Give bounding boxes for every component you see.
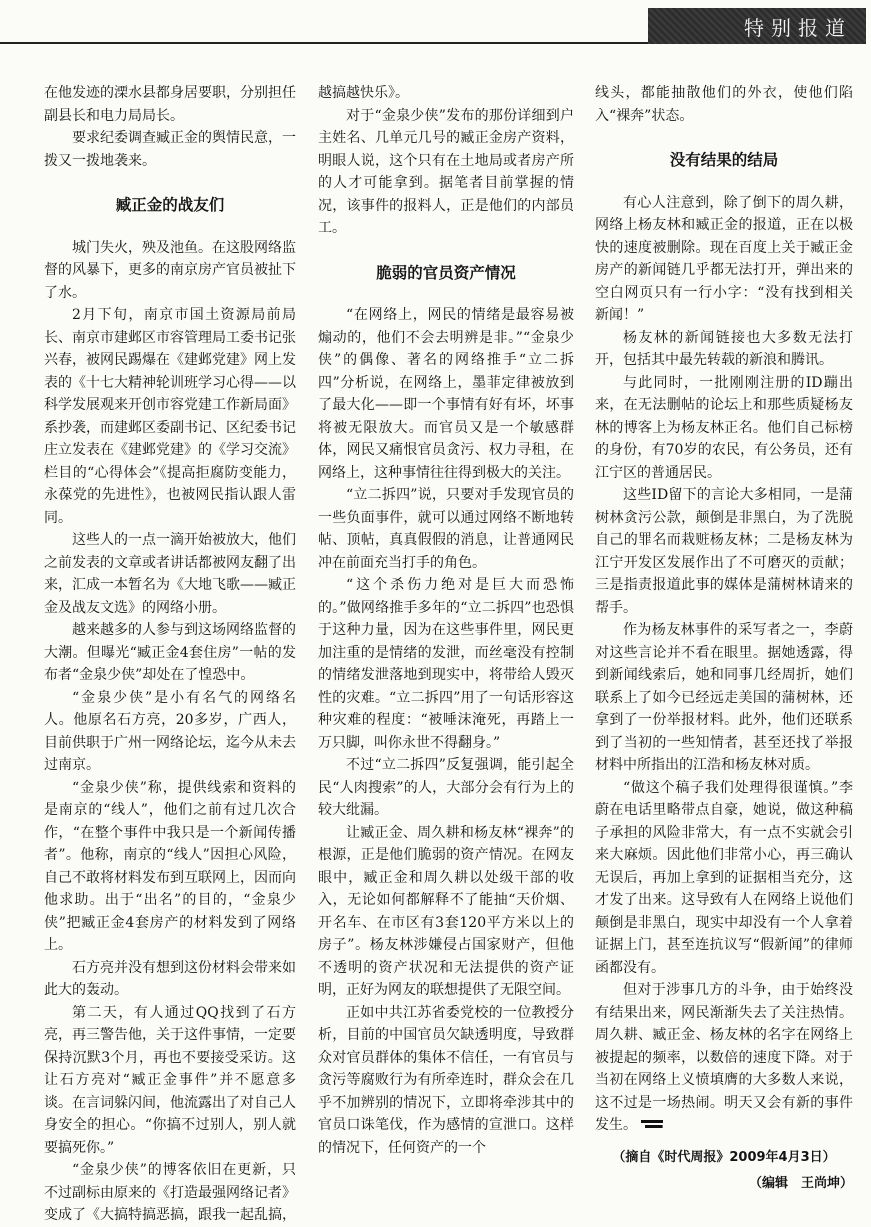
paragraph xyxy=(318,82,574,105)
paragraph xyxy=(318,105,574,240)
text: （摘自《时代周报》2009年4月3日） xyxy=(612,1149,836,1165)
text: 与此同时，一批刚刚注册的ID蹦出来，在无法删帖的论坛上和那些质疑杨友林的博客上为杨友林正名。他们自己标榜的身份，有70岁的农民，有公务员，还有江宁区的普通居民。 xyxy=(595,374,853,481)
text: 这些ID留下的言论大多相同，一是蒲树林贪污公款，颠倒是非黑白，为了洗脱自己的罪名而栽赃杨友林；二是杨友林为江宁开发区发展作出了不可磨灭的贡献；三是指责报道此事的媒体是蒲树林请来的帮手。 xyxy=(595,487,853,616)
text: “金泉少侠”称，提供线索和资料的是南京的“线人”，他们之前有过几次合作，“在整个事件中我只是一个新闻传播者”。他称，南京的“线人”因担心风险，自己不敢将材料发布到互联网上，因而向他求助。出于“出名”的目的，“金泉少侠”把臧正金4套房产的材料发到了网络上。 xyxy=(44,779,296,953)
paragraph xyxy=(44,127,296,172)
paragraph xyxy=(44,957,296,1002)
paragraph xyxy=(595,82,853,127)
top-rule xyxy=(0,42,648,44)
article-column-3 xyxy=(595,82,853,1196)
text: “做这个稿子我们处理得很谨慎。”李蔚在电话里略带点自豪，她说，做这种稿子承担的风险非常大，有一点不实就会引来大麻烦。因此他们非常小心，再三确认无误后，再加上拿到的证据相当充分，这才发了出来。这导致有人在网络上说他们颠倒是非黑白，现实中却没有一个人拿着证据上门，甚至连抗议写“假新闻”的律师函都没有。 xyxy=(595,779,853,976)
paragraph xyxy=(318,484,574,574)
text: 作为杨友林事件的采写者之一，李蔚对这些言论并不看在眼里。据她透露，得到新闻线索后，她和同事几经周折，她们联系上了如今已经远走美国的蒲树林，还拿到了一份举报材料。此外，他们还联系到了当初的一些知情者，甚至还找了举报材料中所指出的江浩和杨友林对质。 xyxy=(595,622,853,773)
section-heading xyxy=(44,194,296,217)
paragraph xyxy=(44,1002,296,1160)
paragraph xyxy=(44,304,296,529)
text: 脆弱的官员资产情况 xyxy=(376,263,516,282)
section-heading xyxy=(318,262,574,285)
text: 线头，都能抽散他们的外衣，使他们陷入“裸奔”状态。 xyxy=(595,85,853,124)
text: 这些人的一点一滴开始被放大，他们之前发表的文章或者讲话都被网友翻了出来，汇成一本暂名为《大地飞歌——臧正金及战友文选》的网络小册。 xyxy=(44,532,296,616)
text: 越搞越快乐》。 xyxy=(318,85,409,101)
paragraph xyxy=(44,687,296,777)
paragraph xyxy=(595,484,853,619)
text: 对于“金泉少侠”发布的那份详细到户主姓名、几单元几号的臧正金房产资料，明眼人说，这个只有在土地局或者房产所的人才可能拿到。据笔者目前掌握的情况，该事件的报料人，正是他们的内部员工。 xyxy=(318,107,574,236)
section-label: 特别报道 xyxy=(744,15,852,40)
text: 要求纪委调查臧正金的舆情民意，一拨又一拨地袭来。 xyxy=(44,130,296,169)
paragraph xyxy=(318,754,574,822)
paragraph xyxy=(595,777,853,980)
text: 臧正金的战友们 xyxy=(115,196,225,214)
text: 让臧正金、周久耕和杨友林“裸奔”的根源，正是他们脆弱的资产情况。在网友眼中，臧正金和周久耕以处级干部的收入，无论如何都解释不了能抽“天价烟、开名车、在市区有3套120平方米以上的房子”。杨友林涉嫌侵占国家财产，但他不透明的资产状况和无法提供的资产证明，正好为网友的联想提供了无限空间。 xyxy=(318,824,574,998)
text: 石方亮并没有想到这份材料会带来如此大的轰动。 xyxy=(44,959,296,998)
editor-credit xyxy=(595,1173,853,1196)
paragraph xyxy=(595,619,853,777)
paragraph xyxy=(595,979,853,1137)
section-heading xyxy=(595,149,853,172)
text: “在网络上，网民的情绪是最容易被煽动的，他们不会去明辨是非。”“金泉少侠”的偶像、著名的网络推手“立二拆四”分析说，在网络上，墨菲定律被放到了最大化——即一个事情有好有坏，坏事将被无限放大。而官员又是一个敏感群体，网民又痛恨官员贪污、权力寻租，在网络上，这种事情往往得到极大的关注。 xyxy=(318,307,574,481)
paragraph xyxy=(318,1002,574,1160)
text: 2月下旬，南京市国土资源局前局长、南京市建邺区市容管理局工委书记张兴春，被网民踢爆在《建邺党建》网上发表的《十七大精神轮训班学习心得——以科学发展观来开创市容党建工作新局面》系抄袭，而建邺区委副书记、区纪委书记庄立发表在《建邺党建》的《学习交流》栏目的“心得体会”《提高拒腐防变能力，永葆党的先进性》，也被网民指认跟人雷同。 xyxy=(44,307,296,526)
text: 杨友林的新闻链接也大多数无法打开，包括其中最先转载的新浪和腾讯。 xyxy=(595,329,853,368)
text: 越来越多的人参与到这场网络监督的大潮。但曝光“臧正金4套住房”一帖的发布者“金泉少侠”却处在了惶恐中。 xyxy=(44,622,296,683)
paragraph xyxy=(595,327,853,372)
end-mark-icon xyxy=(641,1120,663,1130)
paragraph xyxy=(44,619,296,687)
source-citation xyxy=(595,1147,853,1170)
text: 正如中共江苏省委党校的一位教授分析，目前的中国官员欠缺透明度，导致群众对官员群体的集体不信任，一有官员与贪污等腐败行为有所牵连时，群众会在几乎不加辨别的情况下，立即将牵涉其中的官员口诛笔伐，作为感情的宣泄口。这样的情况下，任何资产的一个 xyxy=(318,1004,574,1156)
article-column-1 xyxy=(44,82,296,1227)
paragraph xyxy=(44,529,296,619)
paragraph xyxy=(318,574,574,754)
text: 城门失火，殃及池鱼。在这股网络监督的风暴下，更多的南京房产官员被扯下了水。 xyxy=(44,239,296,301)
paragraph xyxy=(44,777,296,957)
paragraph xyxy=(44,82,296,127)
paragraph xyxy=(595,192,853,327)
text: 没有结果的结局 xyxy=(669,151,779,169)
text: 有心人注意到，除了倒下的周久耕，网络上杨友林和臧正金的报道，正在以极快的速度被删除。现在百度上关于臧正金房产的新闻链几乎都无法打开，弹出来的空白网页只有一行小字：“没有找到相关新闻！” xyxy=(595,194,853,323)
text: 但对于涉事几方的斗争，由于始终没有结果出来，网民渐渐失去了关注热情。周久耕、臧正金、杨友林的名字在网络上被提起的频率，以数倍的速度下降。对于当初在网络上义愤填膺的大多数人来说，这不过是一场热闹。明天又会有新的事件发生。 xyxy=(595,982,853,1133)
text: “金泉少侠”是小有名气的网络名人。他原名石方亮，20多岁，广西人，目前供职于广州一网络论坛，迄今从未去过南京。 xyxy=(44,689,296,773)
paragraph xyxy=(318,822,574,1002)
text: “金泉少侠”的博客依旧在更新，只不过副标由原来的《打造最强网络记者》变成了《大搞特搞恶搞，跟我一起乱搞， xyxy=(44,1162,296,1223)
text: “这个杀伤力绝对是巨大而恐怖的。”做网络推手多年的“立二拆四”也恐惧于这种力量，因为在这些事件里，网民更加注重的是情绪的发泄，而丝毫没有控制的情绪发泄落地到现实中，将带给人毁灭性的灾难。“立二拆四”用了一句话形容这种灾难的程度：“被唾沫淹死，再踏上一万只脚，叫你永世不得翻身。” xyxy=(318,577,574,751)
paragraph xyxy=(318,304,574,484)
paragraph xyxy=(44,237,296,305)
text: 不过“立二拆四”反复强调，能引起全民“人肉搜索”的人，大部分会有行为上的较大纰漏。 xyxy=(318,757,574,818)
text: 在他发迹的溧水县都身居要职，分别担任副县长和电力局局长。 xyxy=(44,85,296,124)
paragraph xyxy=(44,1159,296,1227)
section-header xyxy=(648,8,866,44)
text: （编辑 王尚坤） xyxy=(748,1176,853,1191)
paragraph xyxy=(595,372,853,485)
text: “立二拆四”说，只要对手发现官员的一些负面事件，就可以通过网络不断地转帖、顶帖，真真假假的消息，让普通网民冲在前面充当打手的角色。 xyxy=(318,487,574,571)
article-column-2 xyxy=(318,82,574,1159)
text: 第二天，有人通过QQ找到了石方亮，再三警告他，关于这件事情，一定要保持沉默3个月，再也不要接受采访。这让石方亮对“臧正金事件”并不愿意多谈。在言词躲闪间，他流露出了对自己人身安全的担心。“你搞不过别人，别人就要搞死你。” xyxy=(44,1004,296,1156)
